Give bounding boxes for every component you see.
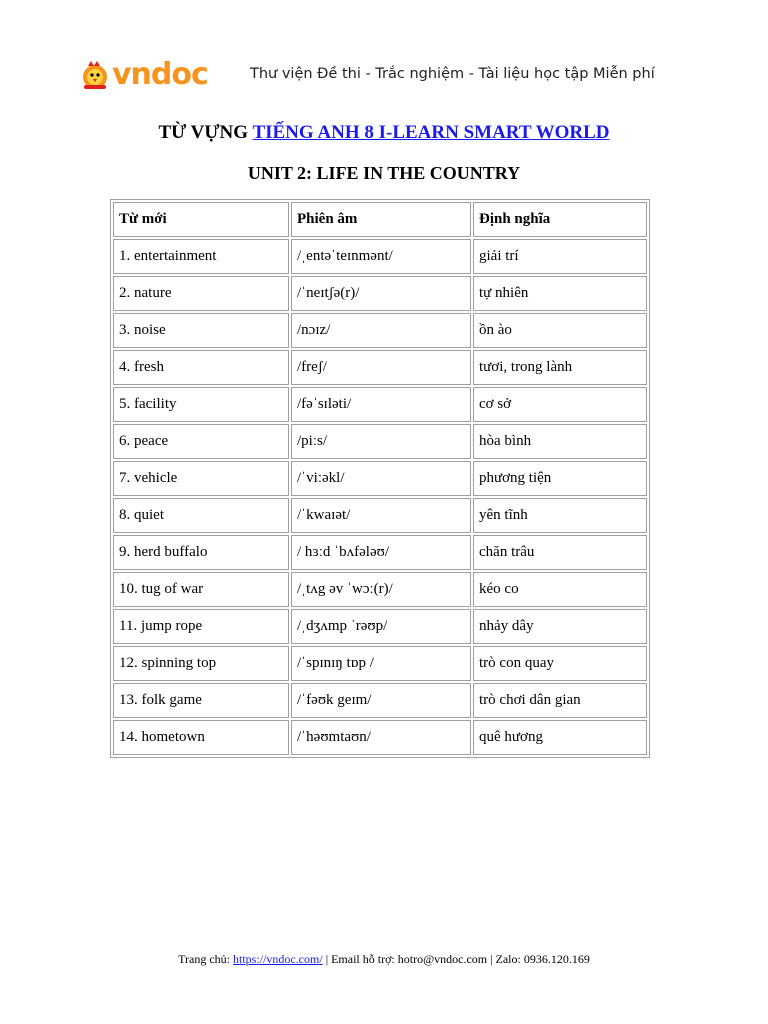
header-tagline: Thư viện Đề thi - Trắc nghiệm - Tài liệu học tập Miễn phí [250,66,655,82]
table-row [113,276,647,311]
table-header-row [113,202,647,237]
table-row [113,535,647,570]
word-cell: 6. peace [113,424,289,459]
header-definition: Định nghĩa [473,202,647,237]
phonetic-cell: /ˌentəˈteɪnmənt/ [291,239,471,274]
phonetic-cell: /ˈspɪnɪŋ tɒp / [291,646,471,681]
table-row [113,461,647,496]
table-row [113,350,647,385]
vocabulary-table [110,199,650,758]
table-row [113,609,647,644]
definition-cell: cơ sở [473,387,647,422]
word-cell: 10. tug of war [113,572,289,607]
table-row [113,572,647,607]
definition-cell: hòa bình [473,424,647,459]
unit-subtitle: UNIT 2: LIFE IN THE COUNTRY [247,163,521,183]
phonetic-cell: /freʃ/ [291,350,471,385]
footer-contact: | Email hỗ trợ: hotro@vndoc.com | Zalo: 0936.120.169 [322,952,590,966]
page-header [78,58,678,98]
definition-cell: ồn ào [473,313,647,348]
definition-cell: yên tĩnh [473,498,647,533]
table-row [113,239,647,274]
word-cell: 1. entertainment [113,239,289,274]
word-cell: 8. quiet [113,498,289,533]
phonetic-cell: /ˈviːəkl/ [291,461,471,496]
definition-cell: nhảy dây [473,609,647,644]
table-row [113,498,647,533]
table-row [113,387,647,422]
word-cell: 13. folk game [113,683,289,718]
phonetic-cell: /ˌdʒʌmp ˈrəʊp/ [291,609,471,644]
definition-cell: giải trí [473,239,647,274]
word-cell: 3. noise [113,313,289,348]
definition-cell: chăn trâu [473,535,647,570]
table-row [113,424,647,459]
phonetic-cell: /ˌtʌg əv ˈwɔː(r)/ [291,572,471,607]
definition-cell: phương tiện [473,461,647,496]
footer-home-link[interactable]: https://vndoc.com/ [233,952,323,966]
word-cell: 5. facility [113,387,289,422]
page-title [0,122,768,144]
word-cell: 4. fresh [113,350,289,385]
definition-cell: trò con quay [473,646,647,681]
phonetic-cell: /ˈkwaɪət/ [291,498,471,533]
definition-cell: tự nhiên [473,276,647,311]
title-prefix: TỪ VỰNG [158,122,253,143]
logo-text: vndoc [112,57,208,92]
word-cell: 7. vehicle [113,461,289,496]
rooster-mascot-icon [78,58,112,92]
phonetic-cell: /ˈfəʊk geɪm/ [291,683,471,718]
phonetic-cell: /ˈhəʊmtaʊn/ [291,720,471,755]
table-row [113,313,647,348]
phonetic-cell: /nɔɪz/ [291,313,471,348]
word-cell: 11. jump rope [113,609,289,644]
vndoc-logo[interactable] [78,58,208,92]
definition-cell: trò chơi dân gian [473,683,647,718]
header-phonetic: Phiên âm [291,202,471,237]
phonetic-cell: /piːs/ [291,424,471,459]
phonetic-cell: / hɜːd ˈbʌfələʊ/ [291,535,471,570]
header-new-word: Từ mới [113,202,289,237]
phonetic-cell: /ˈneɪtʃə(r)/ [291,276,471,311]
phonetic-cell: /fəˈsɪləti/ [291,387,471,422]
page-footer [0,952,768,967]
word-cell: 12. spinning top [113,646,289,681]
table-row [113,683,647,718]
table-row [113,646,647,681]
title-link[interactable]: TIẾNG ANH 8 I-LEARN SMART WORLD [252,122,610,143]
footer-home-label: Trang chủ: [178,952,234,966]
definition-cell: quê hương [473,720,647,755]
word-cell: 9. herd buffalo [113,535,289,570]
word-cell: 2. nature [113,276,289,311]
table-row [113,720,647,755]
definition-cell: tươi, trong lành [473,350,647,385]
word-cell: 14. hometown [113,720,289,755]
definition-cell: kéo co [473,572,647,607]
